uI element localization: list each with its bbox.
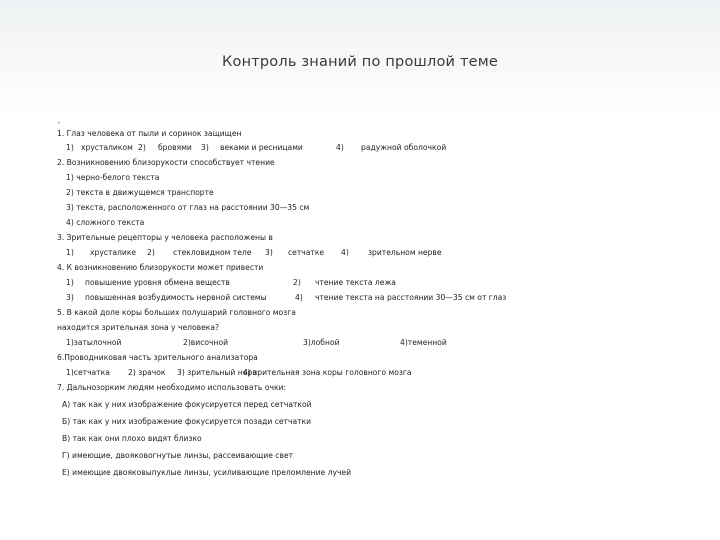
option-text: сетчатке (288, 248, 325, 257)
option-number: 3) (201, 143, 209, 152)
option-text: хрусталиком (81, 143, 133, 152)
option-number: 2) (293, 278, 301, 287)
option-text: бровями (158, 143, 192, 152)
option-number: 4) (295, 293, 303, 302)
option-text: хрусталике (90, 248, 137, 257)
option-text: 3) зрительный нерв (177, 368, 257, 377)
question-2-option: 4) сложного текста (66, 218, 145, 227)
option-text: 4)теменной (400, 338, 447, 347)
question-7: 7. Дальнозорким людям необходимо использовать очки: (57, 383, 287, 392)
option-text: повышение уровня обмена веществ (85, 278, 230, 287)
question-6: 6.Проводниковая часть зрительного анализатора (57, 353, 258, 362)
question-7-option: А) так как у них изображение фокусируется перед сетчаткой (62, 400, 312, 409)
bullet-marker: • (57, 120, 61, 127)
option-number: 4) (341, 248, 349, 257)
option-number: 2) (138, 143, 146, 152)
option-text: зрительном нерве (368, 248, 442, 257)
question-1: 1. Глаз человека от пыли и соринок защищен (57, 129, 242, 138)
option-text: 2)височной (183, 338, 229, 347)
question-2: 2. Возникновению близорукости способствует чтение (57, 158, 275, 167)
question-5-options (57, 337, 657, 349)
question-2-option: 1) черно-белого текста (66, 173, 160, 182)
option-text: стекловидном теле (173, 248, 252, 257)
option-text: 1)затылочной (66, 338, 122, 347)
question-4-options-row1 (57, 277, 657, 289)
option-text: чтение текста на расстоянии 30—35 см от глаз (315, 293, 507, 302)
question-5-continued: находится зрительная зона у человека? (57, 323, 220, 332)
question-4-options-row2 (57, 292, 657, 304)
option-text: повышенная возбудимость нервной системы (85, 293, 267, 302)
question-2-option: 2) текста в движущемся транспорте (66, 188, 214, 197)
option-number: 2) (147, 248, 155, 257)
option-number: 4) (336, 143, 344, 152)
option-text: чтение текста лежа (315, 278, 396, 287)
question-7-option: Е) имеющие двояковыпуклые линзы, усиливающие преломление лучей (62, 468, 352, 477)
option-text: радужной оболочкой (361, 143, 447, 152)
option-number: 1) (66, 248, 74, 257)
option-text: 4) зрительная зона коры головного мозга (243, 368, 412, 377)
question-2-option: 3) текста, расположенного от глаз на расстоянии 30—35 см (66, 203, 310, 212)
option-number: 1) (66, 143, 74, 152)
question-6-options (57, 367, 657, 379)
option-text: 1)сетчатка (66, 368, 110, 377)
slide-title: Контроль знаний по прошлой теме (222, 54, 498, 70)
question-3: 3. Зрительные рецепторы у человека расположены в (57, 233, 273, 242)
question-5: 5. В какой доле коры больших полушарий головного мозга (57, 308, 296, 317)
question-1-options (57, 142, 657, 154)
option-number: 1) (66, 278, 74, 287)
question-7-option: Г) имеющие, двояковогнутые линзы, рассеивающие свет (62, 451, 294, 460)
option-number: 3) (265, 248, 273, 257)
option-text: 3)лобной (303, 338, 340, 347)
question-7-option: Б) так как у них изображение фокусируется позади сетчатки (62, 417, 312, 426)
option-text: веками и ресницами (220, 143, 303, 152)
question-4: 4. К возникновению близорукости может привести (57, 263, 264, 272)
option-number: 3) (66, 293, 74, 302)
question-3-options (57, 247, 657, 259)
option-text: 2) зрачок (128, 368, 166, 377)
question-7-option: В) так как они плохо видят близко (62, 434, 202, 443)
